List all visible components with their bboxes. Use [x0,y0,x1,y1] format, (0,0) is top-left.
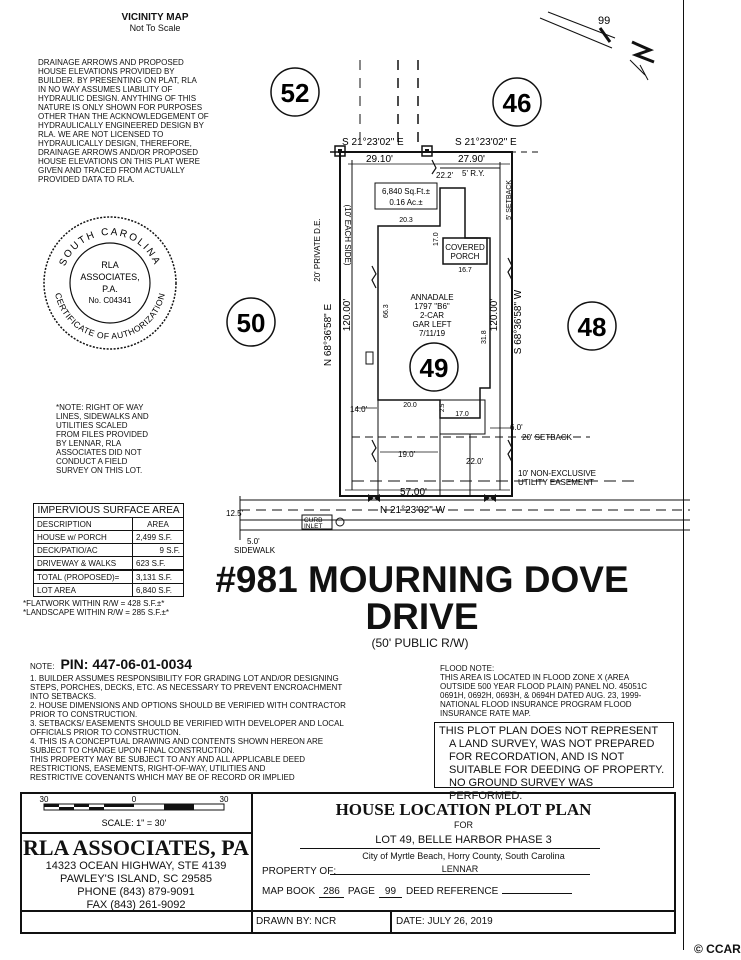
impervious-desc: DECK/PATIO/AC [34,544,133,557]
lot-description-line [300,848,600,849]
row-note-line: ASSOCIATES DID NOT [56,448,142,457]
row-note-line: *NOTE: RIGHT OF WAY [56,403,144,412]
impervious-desc: DRIVEWAY & WALKS [34,557,133,571]
lot-number-48: 48 [577,312,607,342]
note-line: 3. SETBACKS/ EASEMENTS SHOULD BE VERIFIED WITH DEVELOPER AND LOCAL [30,719,344,728]
lot-area-sqft: 6,840 Sq.Ft.± [382,187,430,196]
scale-tick: 30 [219,795,229,804]
right-length: 120.00' [489,298,500,332]
scale-bar [24,794,250,832]
flood-note [440,664,680,718]
seal-line: P.A. [102,284,118,294]
plan-title: HOUSE LOCATION PLOT PLAN [335,800,592,819]
dim-31-8: 31.8 [481,330,488,344]
disclaimer-line: SUITABLE FOR DEEDING OF PROPERTY. [449,764,665,776]
landscape-note: *LANDSCAPE WITHIN R/W = 285 S.F.±* [23,608,169,617]
seal-top-text: SOUTH CAROLINA [57,226,163,268]
lot-number-46: 46 [502,88,532,118]
note-line: RESTRICTIVE COVENANTS WHICH MAY BE OF RECORD OR IMPLIED [30,773,295,782]
lot-area-acres: 0.16 Ac.± [389,198,423,207]
company-phone: PHONE (843) 879-9091 [77,886,195,898]
dim-20-0: 20.0 [403,402,417,409]
page-value: 99 [379,886,402,898]
front-setback: 20' SETBACK [522,433,572,442]
company-fax: FAX (843) 261-9092 [86,899,186,911]
pin-number: PIN: 447-06-01-0034 [60,656,192,672]
note-label: NOTE: [30,662,55,671]
dim-19-0: 19.0' [398,450,416,459]
note-line: 2. HOUSE DIMENSIONS AND OPTIONS SHOULD BE VERIFIED WITH CONTRACTOR [30,701,346,710]
note-line: STEPS, PORCHES, DECKS, ETC. AS NECESSARY TO PREVENT ENCROACHMENT [30,683,343,692]
note-line: OFFICIALS PRIOR TO CONSTRUCTION. [30,728,181,737]
impervious-title: IMPERVIOUS SURFACE AREA [34,504,184,518]
property-of-value: LENNAR [330,864,590,875]
dim-22-2: 22.2' [436,171,454,180]
covered-label: COVERED [445,243,485,252]
row-note-line: BY LENNAR, RLA [56,439,122,448]
property-of-label: PROPERTY OF: [262,866,337,877]
drainage-line: PROVIDED DATA TO RLA. [38,175,135,184]
row-note-line: SURVEY ON THIS LOT. [56,466,143,475]
seal-line: RLA [101,260,119,270]
drainage-line: DRAINAGE ARROWS AND/OR PROPOSED [38,148,199,157]
lot-number-50: 50 [236,308,266,338]
seal-line: ASSOCIATES, [80,272,140,282]
flood-line: OUTSIDE 500 YEAR FLOOD PLAIN) PANEL NO. 45051C [440,682,648,691]
drainage-line: OTHER THAN THE ACKNOWLEDGEMENT OF [38,112,209,121]
page-label: PAGE [347,886,375,897]
dim-2-5: 2.5 [440,403,446,412]
company-address-2: PAWLEY'S ISLAND, SC 29585 [60,873,212,885]
row-note-line: FROM FILES PROVIDED [56,430,149,439]
notes-block [30,656,430,782]
flood-line: INSURANCE RATE MAP. [440,709,531,718]
note-line: 4. THIS IS A CONCEPTUAL DRAWING AND CONTENTS SHOWN HEREON ARE [30,737,324,746]
side-setback: 5' SETBACK [506,180,513,220]
seal-bottom-text: CERTIFICATE OF AUTHORIZATION [52,291,168,342]
house-garage-side: GAR LEFT [412,320,452,329]
each-side-label: (10' EACH SIDE) [343,204,352,266]
drainage-line: HYDRAULIC DESIGN. ANYTHING OF THIS [38,94,197,103]
note-line: INTO SETBACKS. [30,692,97,701]
private-de-label: 20' PRIVATE D.E. [313,218,322,282]
impervious-area: 3,131 S.F. [133,570,184,584]
lot-number-52: 52 [280,78,310,108]
house-elevation: 1797 "B6" [414,302,450,311]
row-note-line: UTILITIES SCALED [56,421,128,430]
flood-line: 0691H, 0692H, 0693H, & 0694H DATED AUG. 23, 1999- [440,691,642,700]
impervious-area: 2,499 S.F. [133,531,184,544]
dim-14-0: 14.0' [350,405,368,414]
company-address-1: 14323 OCEAN HIGHWAY, STE 4139 [45,860,227,872]
disclaimer-line: THIS PLOT PLAN DOES NOT REPRESENT [439,725,659,737]
bearing-top-left: S 21°23'02" E [342,137,404,148]
drainage-line: HOUSE ELEVATIONS PROVIDED BY [38,67,175,76]
drainage-line: BUILDER. BY PRESENTING ON PLAT, RLA [38,76,197,85]
impervious-area: 623 S.F. [133,557,184,571]
vicinity-subtitle: Not To Scale [129,23,181,33]
title-block-hline [20,832,252,834]
row-note-line: LINES, SIDEWALKS AND [56,412,149,421]
drainage-line: DRAINAGE ARROWS AND PROPOSED [38,58,184,67]
flood-line: NATIONAL FLOOD INSURANCE PROGRAM FLOOD [440,700,632,709]
dim-57-00: 57.00' [400,487,427,498]
house-date: 7/11/19 [418,329,446,338]
drainage-line: HOUSE ELEVATIONS ON THIS PLAT WERE [38,157,200,166]
note-line: 1. BUILDER ASSUMES RESPONSIBILITY FOR GRADING LOT AND/OR DESIGNING [30,674,339,683]
plan-for: FOR [454,820,473,830]
flood-title: FLOOD NOTE: [440,664,495,673]
impervious-desc: TOTAL (PROPOSED)= [34,570,133,584]
note-line: RESTRICTIONS, EASEMENTS, RIGHT-OF-WAY, UTILITIES AND [30,764,266,773]
note-line: SUBJECT TO CHANGE UPON FINAL CONSTRUCTION. [30,746,235,755]
drainage-line: IN NO WAY ASSUMES LIABILITY OF [38,85,173,94]
easement-label-2: UTILITY EASEMENT [518,478,594,487]
plan-date: DATE: JULY 26, 2019 [396,916,493,927]
dim-29-10: 29.10' [366,154,393,165]
house-garage: 2-CAR [419,311,445,320]
disclaimer-box [434,722,674,802]
lot-description: LOT 49, BELLE HARBOR PHASE 3 [375,834,552,846]
dim-66-3: 66.3 [383,304,390,318]
left-length: 120.00' [342,298,353,332]
impervious-area: 9 S.F. [133,544,184,557]
dim-17-0: 17.0 [433,232,440,246]
scale-tick: 30 [39,795,49,804]
row-note-line: CONDUCT A FIELD [56,457,128,466]
col-area: AREA [133,518,184,531]
drawn-by: DRAWN BY: NCR [256,916,337,927]
flood-line: THIS AREA IS LOCATED IN FLOOD ZONE X (AREA [440,673,630,682]
north-arrow [540,12,654,80]
scale-tick: 0 [131,795,137,804]
deed-line [502,893,572,894]
seal-line: No. C04341 [88,296,132,305]
left-bearing: N 68°36'58" E [323,303,334,367]
title-block-vline [390,910,392,934]
bearing-top-right: S 21°23'02" E [455,137,517,148]
drainage-line: HYDRAULICALLY DESIGN, THEREFORE, [38,139,192,148]
drainage-line: NATURE IS ONLY SHOWN FOR PURPOSES [38,103,203,112]
disclaimer-line: FOR RECORDATION, AND IS NOT [449,751,625,763]
dim-17-0-garage: 17.0 [455,411,469,418]
house-model: ANNADALE [410,293,454,302]
inlet-label: INLET [304,523,323,530]
north-distance: 99 [598,15,611,27]
sidewalk-label: SIDEWALK [234,546,276,555]
map-book-value: 286 [319,886,344,898]
bearing-bottom: N 21°23'02" W [380,505,446,516]
porch-label: PORCH [450,252,480,261]
address-line-2: DRIVE [365,596,479,637]
drainage-line: GIVEN AND TRACED FROM ACTUALLY [38,166,185,175]
deed-label: DEED REFERENCE [406,886,499,897]
drainage-line: RLA. WE ARE NOT LICENSED TO [38,130,164,139]
impervious-desc: LOT AREA [34,584,133,597]
col-description: DESCRIPTION [34,518,133,531]
right-of-way: (50' PUBLIC R/W) [371,636,469,650]
disclaimer-line: NO GROUND SURVEY WAS PERFORMED. [449,777,594,802]
company-block [22,836,250,912]
easement-label-1: 10' NON-EXCLUSIVE [518,469,596,478]
note-line: THIS PROPERTY MAY BE SUBJECT TO ANY AND ALL APPLICABLE DEED [30,755,306,764]
address-line-1: #981 MOURNING DOVE [215,559,629,600]
dim-6-0: 6.0' [510,423,523,432]
ccar-watermark: © CCAR [694,942,741,956]
right-bearing: S 68°36'58" W [513,289,524,355]
dim-12-5: 12.5' [226,509,244,518]
flatwork-note: *FLATWORK WITHIN R/W = 428 S.F.±* [23,599,165,608]
dim-22-0: 22.0' [466,457,484,466]
dim-20-3: 20.3 [399,217,413,224]
dim-27-90: 27.90' [458,154,485,165]
note-line: PRIOR TO CONSTRUCTION. [30,710,138,719]
impervious-desc: HOUSE w/ PORCH [34,531,133,544]
vicinity-title: VICINITY MAP [121,12,189,23]
map-book-label: MAP BOOK [262,886,316,897]
map-book-row [262,886,572,898]
rear-yard: 5' R.Y. [462,169,485,178]
lot-number-49: 49 [419,353,449,383]
dim-5-0: 5.0' [247,537,260,546]
drainage-line: HYDRAULICALLY ENGINEERED DESIGN BY [38,121,204,130]
city-county: City of Myrtle Beach, Horry County, South Carolina [362,851,565,861]
scale-label: SCALE: 1" = 30' [101,818,167,828]
dim-16-7: 16.7 [458,267,472,274]
company-name: RLA ASSOCIATES, PA [23,835,249,860]
disclaimer-line: A LAND SURVEY, WAS NOT PREPARED [449,738,655,750]
impervious-area: 6,840 S.F. [133,584,184,597]
curb-label: CURB [304,517,323,524]
